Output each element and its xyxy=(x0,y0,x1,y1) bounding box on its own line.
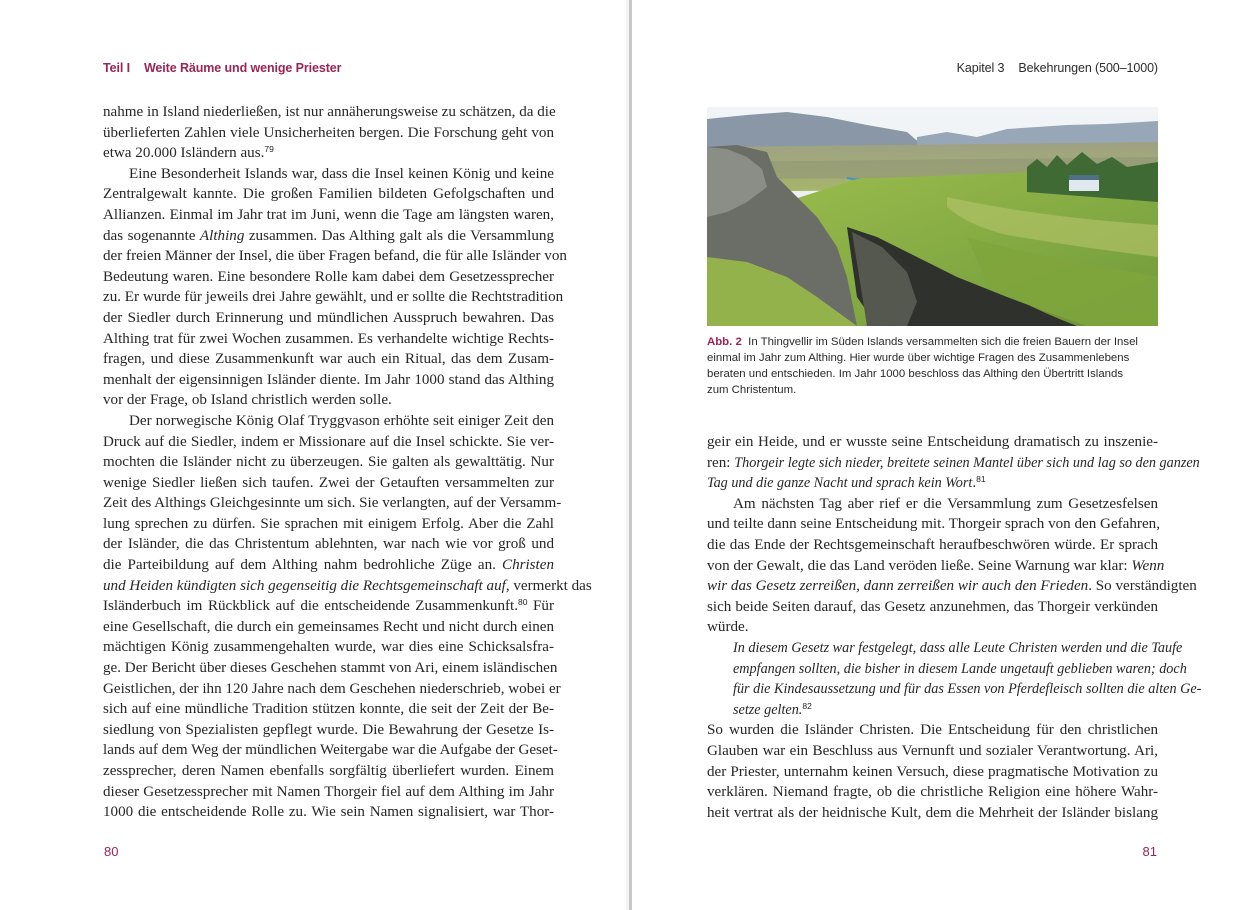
thingvellir-photo xyxy=(707,107,1158,326)
text-line: siedlung von Spezialisten gepflegt wurde. Die Bewahrung der Gesetze Is- xyxy=(103,721,554,738)
chapter-label: Kapitel 3 xyxy=(956,61,1005,75)
caption-line: zum Christentum. xyxy=(707,383,797,396)
text-line: der Isländer, die das Christentum ablehnten, war nach wie vor groß und xyxy=(103,536,554,553)
right-body-text xyxy=(707,432,1202,823)
quote-line: für die Kindesaussetzung und für das Essen von Pferdefleisch sollten die alten Ge- xyxy=(733,681,1202,698)
text-line: lung sprechen zu dürfen. Sie sprachen mit einigem Erfolg. Aber die Zahl xyxy=(103,515,554,532)
caption-line: einmal im Jahr zum Althing. Hier wurde über wichtige Fragen des Zusammenlebens xyxy=(707,351,1130,364)
text-line: eine Gesellschaft, die durch ein gemeinsames Recht und nicht durch einen xyxy=(103,618,554,635)
text-line: vor der Frage, ob Island christlich werden solle. xyxy=(103,392,392,409)
right-page xyxy=(632,0,1258,910)
text-line: fragen, und diese Zusammenkunft war auch ein Ritual, das dem Zusam- xyxy=(103,351,554,368)
text-line: ren: Thorgeir legte sich nieder, breitete seinen Mantel über sich und lag so den ganzen xyxy=(707,454,1200,471)
text-line: zu. Er wurde für jeweils drei Jahre gewählt, und er sollte die Rechtstradition xyxy=(103,289,564,306)
text-line: Bedeutung waren. Eine besondere Rolle kam dabei dem Gesetzessprecher xyxy=(103,268,554,285)
emphasis: Tag und die ganze Nacht und sprach kein Wort xyxy=(707,475,973,492)
emphasis: Thorgeir legte sich nieder, breitete seinen Mantel über sich und lag so den ganzen xyxy=(734,454,1200,471)
page-number: 81 xyxy=(1142,844,1157,859)
emphasis: wir das Gesetz zerreißen, dann zerreißen wir auch den Frieden xyxy=(707,578,1089,595)
text-line: Zentralgewalt kannte. Die großen Familien bildeten Gefolgschaften und xyxy=(103,186,554,203)
figure-caption: Abb. 2 In Thingvellir im Süden Islands versammelten sich die freien Bauern der Insel einmal im Jahr zum Althing. Hier wurde über wichtige Fragen des Zusammenlebens beraten und entschieden. Im Jahr 1000 beschloss das Althing den Übertritt Islands zum Christentum. xyxy=(707,335,1158,399)
text-line: Druck auf die Siedler, indem er Missionare auf die Insel schickte. Sie ver- xyxy=(103,433,554,450)
emphasis: Christen xyxy=(502,557,554,574)
text-line: Tag und die ganze Nacht und sprach kein Wort.$^{81}$ xyxy=(707,474,986,492)
running-head-left xyxy=(103,61,341,75)
footnote-ref[interactable]: 79 xyxy=(264,144,274,155)
emphasis: und Heiden kündigten sich gegenseitig die Rechtsgemeinschaft auf xyxy=(103,577,506,594)
page-number: 80 xyxy=(104,844,119,859)
quote-line: setze gelten.$^{82}$ xyxy=(733,700,812,718)
text-line: dieser Gesetzessprecher mit Namen Thorgeir fiel auf dem Althing im Jahr xyxy=(103,783,554,800)
text-line: die das Ende der Rechtsgemeinschaft heraufbeschwören würde. Er sprach xyxy=(707,536,1158,553)
text-line: menhalt der eigensinnigen Isländer diente. Im Jahr 1000 stand das Althing xyxy=(103,371,554,388)
text-line: Geistlichen, der ihn 120 Jahre nach dem Geschehen niederschrieb, wobei er xyxy=(103,680,561,697)
emphasis: Wenn xyxy=(1131,557,1165,574)
chapter-title: Bekehrungen (500–1000) xyxy=(1018,61,1158,75)
text-line: sich beide Seiten darauf, das Gesetz anzunehmen, das Thorgeir verkünden xyxy=(707,598,1158,615)
text-line: 1000 die entscheidende Rolle zu. Wie sein Namen signalisiert, war Thor- xyxy=(103,804,554,821)
text-line: der Siedler durch Erinnerung und mündlichen Ausspruch bewahren. Das xyxy=(103,309,554,326)
text-line: Der norwegische König Olaf Tryggvason erhöhte seit einiger Zeit den xyxy=(129,412,554,429)
text-line: nahme in Island niederließen, ist nur annäherungsweise zu schätzen, da die xyxy=(103,104,556,120)
caption-line: beraten und entschieden. Im Jahr 1000 beschloss das Althing den Übertritt Islands xyxy=(707,367,1124,380)
text-line: lands auf dem Weg der mündlichen Weitergabe war die Aufgabe der Geset- xyxy=(103,742,558,759)
figure-label: Abb. 2 xyxy=(707,336,742,348)
text-line: Zeit des Althings Gleichgesinnte um sich. Sie verlangten, auf der Versamm- xyxy=(103,495,562,512)
text-line: Isländerbuch im Rückblick auf die entscheidende Zusammenkunft.$^{80}$ Für xyxy=(103,597,554,615)
text-line: Am nächsten Tag aber rief er die Versammlung zum Gesetzesfelsen xyxy=(733,495,1158,512)
text-line: das sogenannte Althing zusammen. Das Althing galt als die Versammlung xyxy=(103,227,554,244)
text-line: mochten die Isländer nicht zu überzeugen. Sie galten als gewalttätig. Nur xyxy=(103,454,554,471)
text-line: ge. Der Bericht über dieses Geschehen stammt von Ari, einem isländischen xyxy=(103,660,558,677)
text-line: mächtigen König zusammengehalten wurde, war dies eine Schicksalsfra- xyxy=(103,639,554,656)
footnote-ref[interactable]: 82 xyxy=(802,700,812,711)
text-line: und teilte dann seine Entscheidung mit. Thorgeir sprach von den Gefahren, xyxy=(707,516,1160,533)
footnote-ref[interactable]: 80 xyxy=(518,597,528,608)
text-line: Glauben war ein Beschluss aus Vernunft und sozialer Verantwortung. Ari, xyxy=(707,742,1158,759)
text-line: der Priester, unternahm keinen Versuch, diese pragmatische Motivation zu xyxy=(707,763,1158,780)
text-line: zessprecher, deren Namen ebenfalls sorgfältig überliefert wurden. Einem xyxy=(103,763,554,779)
text-line: der freien Männer der Insel, die über Fragen befand, die für alle Isländer von xyxy=(103,248,567,265)
text-line: von der Gewalt, die das Land veröden ließe. Seine Warnung war klar: Wenn xyxy=(707,557,1165,574)
quote-line: empfangen sollten, die bisher in diesem Lande ungetauft geblieben waren; doch xyxy=(733,660,1187,677)
footnote-ref[interactable]: 81 xyxy=(976,474,986,485)
text-line: verklären. Niemand fragte, ob die christliche Religion eine höhere Wahr- xyxy=(707,784,1158,801)
text-line: Allianzen. Einmal im Jahr trat im Juni, wenn die Tage am längsten waren, xyxy=(103,206,554,223)
text-line: Eine Besonderheit Islands war, dass die Insel keinen König und keine xyxy=(129,165,554,182)
text-line: sich auf eine mündliche Tradition stützen konnte, die seit der Zeit der Be- xyxy=(103,701,554,718)
part-title: Weite Räume und wenige Priester xyxy=(143,61,342,75)
running-head-right xyxy=(957,61,1158,75)
part-label: Teil I xyxy=(103,61,130,75)
left-body-text xyxy=(103,102,592,823)
text-line: würde. xyxy=(707,619,749,636)
emphasis: Althing xyxy=(199,227,245,244)
text-line: geir ein Heide, und er wusste seine Entscheidung dramatisch zu inszenie- xyxy=(707,434,1158,450)
landscape-photo-icon xyxy=(707,107,1158,326)
quote-line: In diesem Gesetz war festgelegt, dass alle Leute Christen werden und die Taufe xyxy=(733,639,1183,656)
text-line: heit vertrat als der heidnische Kult, dem die Mehrheit der Isländer bislang xyxy=(707,804,1158,821)
text-line: die Parteibildung auf dem Althing nahm bedrohliche Züge an. Christen xyxy=(103,557,554,574)
text-line: etwa 20.000 Isländern aus.$^{79}$ xyxy=(103,144,274,162)
quotation-block xyxy=(707,638,1202,720)
text-line: überlieferten Zahlen viele Unsicherheiten bergen. Die Forschung geht von xyxy=(103,124,554,141)
text-line: wir das Gesetz zerreißen, dann zerreißen wir auch den Frieden. So verständigten xyxy=(707,578,1197,595)
text-line: wenige Siedler ließen sich taufen. Zwei der Getauften versammelten zur xyxy=(103,474,554,491)
text-line: Althing trat für zwei Wochen zusammen. Es verhandelte wichtige Rechts- xyxy=(103,330,554,347)
text-line: So wurden die Isländer Christen. Die Entscheidung für den christlichen xyxy=(707,722,1158,739)
text-line: und Heiden kündigten sich gegenseitig die Rechtsgemeinschaft auf, vermerkt das xyxy=(103,577,592,594)
